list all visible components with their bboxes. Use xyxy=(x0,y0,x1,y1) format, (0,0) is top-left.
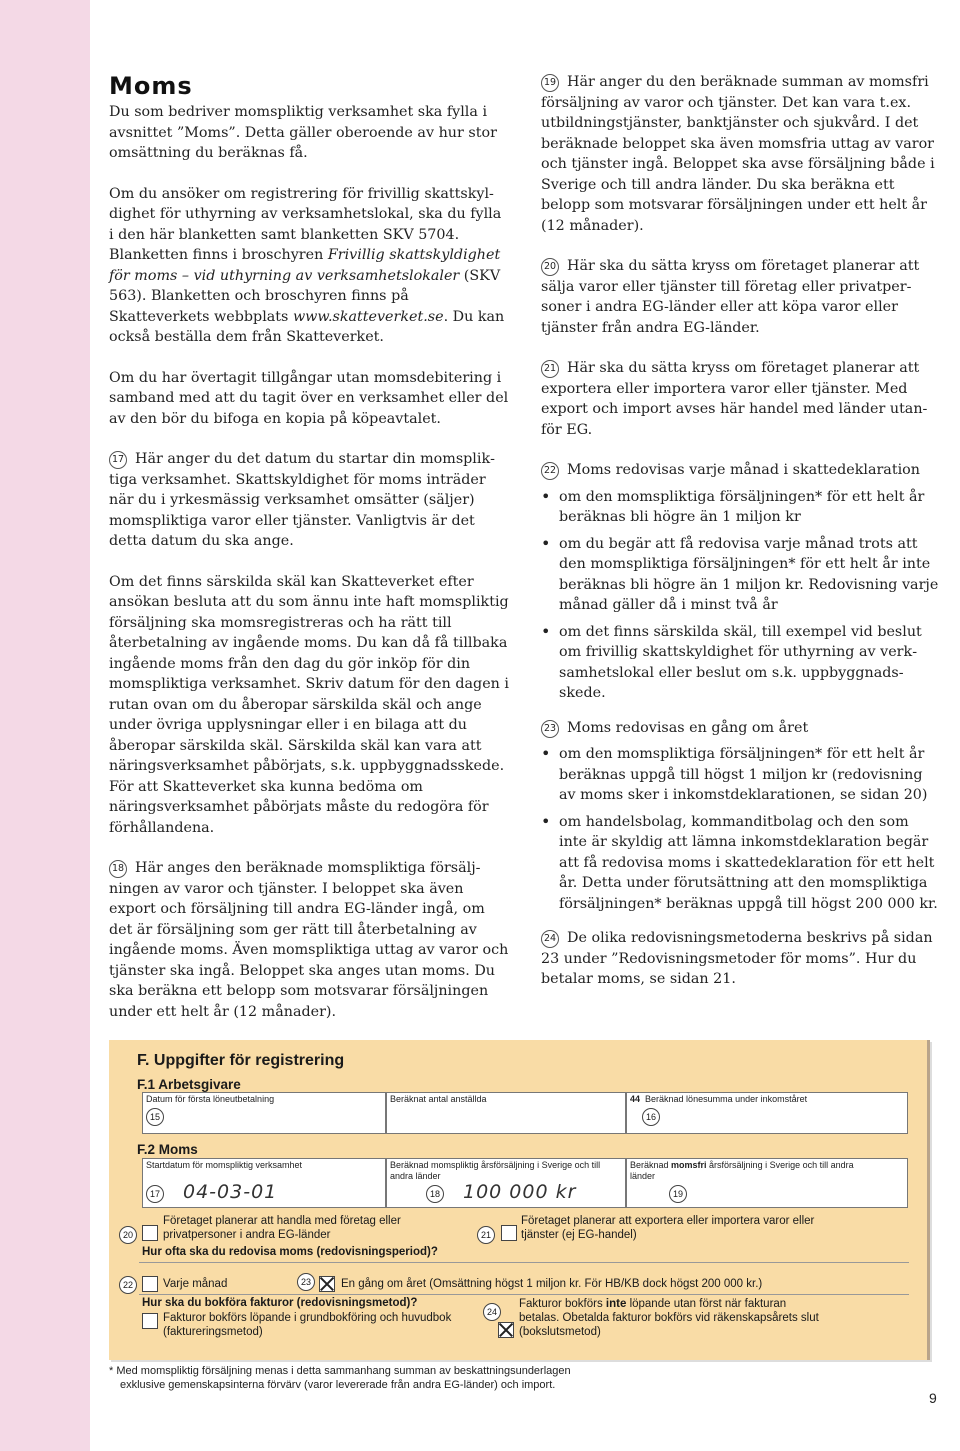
field-22-number: 22 xyxy=(119,1276,137,1294)
eu-trade-checkbox[interactable] xyxy=(142,1225,158,1241)
item-17-number: 17 xyxy=(109,451,127,469)
form-title: F. Uppgifter för registrering xyxy=(137,1052,345,1069)
website-link[interactable]: www.skatteverket.se xyxy=(292,308,444,325)
item-24-number: 24 xyxy=(541,930,559,948)
item-19-number: 19 xyxy=(541,74,559,92)
method-divider xyxy=(139,1294,909,1295)
item-22-paragraph: 22 Moms redovisas varje månad i skattedeklaration xyxy=(541,460,941,481)
page-number: 9 xyxy=(929,1390,937,1406)
item-17-paragraph: 17 Här anger du det datum du startar din momspliktiga verksamhet. Skattskyldighet för moms inträder när du i yrkesmässig verksamhet omsätter (säljer) momspliktiga varor eller tjänster. Vanligtvis är det detta datum du ska ange. xyxy=(109,451,495,549)
yearly-checkbox[interactable] xyxy=(319,1276,335,1292)
list-item: • om den momspliktiga försäljningen* för ett helt år beräknas uppgå till högst 1 miljon kr (redovisning av moms sker i inkomstdeklarationen, se sidan 20) xyxy=(541,744,941,806)
invoice-method-checkbox[interactable] xyxy=(142,1313,158,1329)
invoice-method-label: Fakturor bokförs löpande i grundbokföring och huvudbok (faktureringsmetod) xyxy=(163,1312,452,1338)
vat-start-date-field[interactable]: Startdatum för momspliktig verksamhet 17 04-03-01 xyxy=(142,1158,386,1208)
vat-free-sales-field[interactable]: Beräknad momsfri årsförsäljning i Sverige och till andra länder 19 xyxy=(626,1158,908,1208)
item-23-list xyxy=(541,744,941,914)
item-23-number: 23 xyxy=(541,720,559,738)
item-18-paragraph: 18 Här anges den beräknade momspliktiga försäljningen av varor och tjänster. I beloppet ska även export och försäljning till andra EG-länder ingå, om det är försäljning som ger rätt till återbetalning av ingående moms. Även momspliktiga uttag av varor och tjänster ska ingå. Beloppet ska anges utan moms. Du ska beräkna ett belopp som motsvarar försäljningen under ett helt år (12 månader). xyxy=(109,860,509,1020)
sales-value: 100 000 kr xyxy=(463,1181,577,1203)
intro-paragraph: Du som bedriver momspliktig verksamhet ska fylla i avsnittet ”Moms”. Detta gäller oberoende av hur stor omsättning du beräknas få. xyxy=(109,104,497,161)
field-15-number: 15 xyxy=(146,1108,164,1126)
footnote: * Med momspliktig försäljning menas i detta sammanhang summan av beskattningsunderlagen exklusive gemenskapsinterna förvärv (varor levererade från andra EG-länder) och import. xyxy=(109,1365,571,1391)
vat-sales-field[interactable]: Beräknad momspliktig årsförsäljning i Sverige och till andra länder 18 100 000 kr xyxy=(386,1158,626,1208)
method-question: Hur ska du bokföra fakturor (redovisningsmetod)? xyxy=(142,1297,418,1309)
eu-trade-label: Företaget planerar att handla med företag eller privatpersoner i andra EG-länder xyxy=(163,1215,401,1241)
item-19-paragraph: 19 Här anger du den beräknade summan av momsfri försäljning av varor och tjänster. Det kan vara t.ex. utbildningstjänster, banktjänster och sjukvård. I det beräknade beloppet ska även momsfria uttag av varor och tjänster ingå. Beloppet ska avse försäljning både i Sverige och till andra länder. Du ska beräkna ett belopp som motsvarar försäljningen under ett helt år (12 månader). xyxy=(541,74,935,234)
list-item: • om du begär att få redovisa varje månad trots att den momspliktiga försäljningen* för ett helt år inte beräknas bli högre än 1 miljon kr. Redovisning varje månad gäller då i minst två år xyxy=(541,534,941,616)
period-divider xyxy=(139,1262,909,1263)
special-reasons-paragraph: Om det finns särskilda skäl kan Skatteverket efter ansökan besluta att du som ännu inte haft momspliktig försäljning ska momsregistreras och ha rätt till återbetalning av ingående moms. Du kan då få tillbaka ingående moms från den dag du gör inköp för din momspliktiga verksamhet. Skriv datum för den dagen i rutan ovan om du åberopar särskilda skäl och ange under övriga upplysningar eller i en bilaga att du åberopar särskilda skäl. Särskilda skäl kan vara att näringsverksamhet påbörjats, s.k. uppbyggnadsskede. För att Skatteverket ska kunna bedöma om näringsverksamhet påbörjats måste du redogöra för förhållandena. xyxy=(109,573,509,836)
field-19-number: 19 xyxy=(669,1185,687,1203)
registration-form-excerpt xyxy=(109,1040,930,1360)
voluntary-tax-paragraph: Om du ansöker om registrering för frivillig skattskyldighet för uthyrning av verksamhetslokal, ska du fylla i den här blanketten samt blanketten SKV 5704. Blanketten finns i broschyren Frivillig skattskyldighet för moms – vid uthyrning av verksamhetslokaler (SKV 563). Blanketten och broschyren finns på Skatteverkets webbplats www.skatteverket.se. Du kan också beställa dem från Skatteverket. xyxy=(109,185,505,345)
yearly-label: En gång om året (Omsättning högst 1 miljon kr. För HB/KB dock högst 200 000 kr.) xyxy=(341,1278,763,1290)
assets-paragraph: Om du har övertagit tillgångar utan momsdebitering i samband med att du tagit över en verksamhet eller del av den bör du bifoga en kopia på köpeavtalet. xyxy=(109,369,509,427)
item-20-number: 20 xyxy=(541,258,559,276)
section-heading: Moms xyxy=(109,72,193,100)
list-item: • om det finns särskilda skäl, till exempel vid beslut om frivillig skattskyldighet för uthyrning av verksamhetslokal eller beslut om s.k. uppbyggnadsskede. xyxy=(541,622,941,704)
item-21-paragraph: 21 Här ska du sätta kryss om företaget planerar att exportera eller importera varor eller tjänster. Med export och import avses här handel med länder utanför EG. xyxy=(541,360,928,438)
field-20-number: 20 xyxy=(119,1226,137,1244)
field-18-number: 18 xyxy=(426,1185,444,1203)
brochure-title: Frivillig skattskyldighet för moms – vid uthyrning av verksamhetslokaler xyxy=(109,247,501,284)
period-question: Hur ofta ska du redovisa moms (redovisningsperiod)? xyxy=(142,1246,438,1258)
employee-count-field[interactable]: Beräknat antal anställda xyxy=(386,1092,626,1134)
first-salary-date-field[interactable]: Datum för första löneutbetalning 15 xyxy=(142,1092,386,1134)
export-import-label: Företaget planerar att exportera eller importera varor eller tjänster (ej EG-handel) xyxy=(521,1215,815,1241)
item-22-number: 22 xyxy=(541,462,559,480)
salary-sum-field[interactable]: 44 Beräknad lönesumma under inkomståret 16 xyxy=(626,1092,908,1134)
page-sidebar-band xyxy=(0,0,90,1451)
item-24-paragraph: 24 De olika redovisningsmetoderna beskrivs på sidan 23 under ”Redovisningsmetoder för moms”. Hur du betalar moms, se sidan 21. xyxy=(541,930,933,987)
vat-section-title: F.2 Moms xyxy=(137,1142,198,1157)
item-22-list xyxy=(541,487,941,704)
monthly-checkbox[interactable] xyxy=(142,1276,158,1292)
monthly-label: Varje månad xyxy=(163,1278,228,1290)
cash-method-checkbox[interactable] xyxy=(498,1322,514,1338)
list-item: • om den momspliktiga försäljningen* för ett helt år beräknas bli högre än 1 miljon kr xyxy=(541,487,941,528)
field-23-number: 23 xyxy=(297,1273,315,1291)
item-18-number: 18 xyxy=(109,860,127,878)
field-17-number: 17 xyxy=(146,1185,164,1203)
start-date-value: 04-03-01 xyxy=(183,1181,278,1203)
list-item: • om handelsbolag, kommanditbolag och den som inte är skyldig att lämna inkomstdeklaration begär att få redovisa moms i skattedeklaration för ett helt år. Detta under förutsättning att den momspliktiga försäljningen* beräknas uppgå till högst 200 000 kr. xyxy=(541,812,941,915)
field-16-number: 16 xyxy=(642,1108,660,1126)
export-import-checkbox[interactable] xyxy=(501,1225,517,1241)
cash-method-label: Fakturor bokförs inte löpande utan först när fakturan betalas. Obetalda fakturor bokförs vid räkenskapsårets slut (bokslutsmetod) xyxy=(519,1298,819,1338)
field-21-number: 21 xyxy=(477,1226,495,1244)
item-23-paragraph: 23 Moms redovisas en gång om året xyxy=(541,718,941,739)
right-column xyxy=(541,72,941,1010)
employer-section-title: F.1 Arbetsgivare xyxy=(137,1077,241,1092)
left-column xyxy=(109,72,509,1042)
field-24-number: 24 xyxy=(483,1303,501,1321)
item-20-paragraph: 20 Här ska du sätta kryss om företaget planerar att sälja varor eller tjänster till företag eller privatpersoner i andra EG-länder eller att köpa varor eller tjänster från andra EG-länder. xyxy=(541,258,920,336)
item-21-number: 21 xyxy=(541,360,559,378)
